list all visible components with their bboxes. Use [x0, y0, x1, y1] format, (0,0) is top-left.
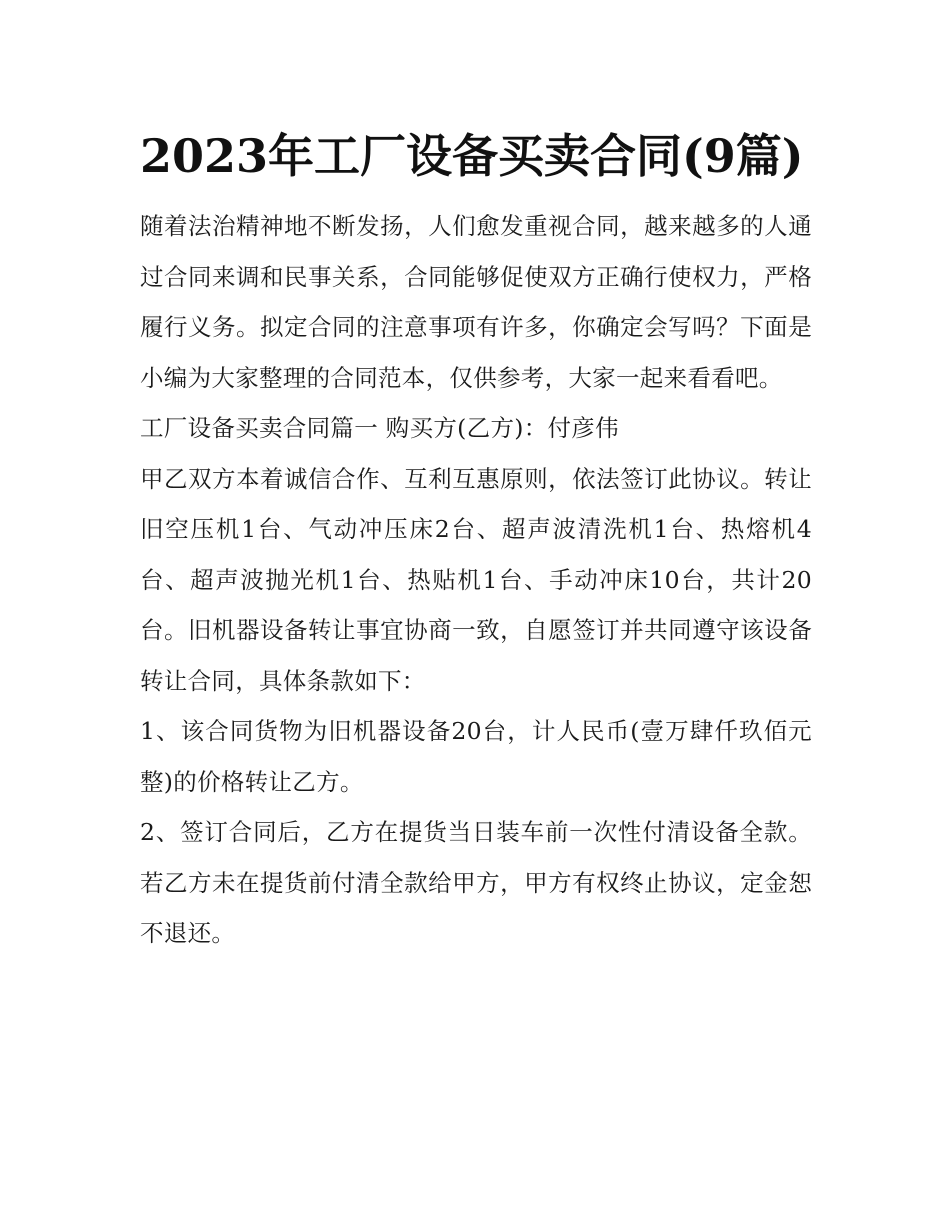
- section-heading-paragraph: 工厂设备买卖合同篇一 购买方(乙方)：付彦伟: [140, 414, 619, 442]
- intro-paragraph: 随着法治精神地不断发扬，人们愈发重视合同，越来越多的人通过合同来调和民事关系，合同能够促使双方正确行使权力，严格履行义务。拟定合同的注意事项有许多，你确定会写吗？下面是小编为大家整理的合同范本，仅供参考，大家一起来看看吧。: [140, 212, 812, 392]
- clause-2-paragraph: 2、签订合同后，乙方在提货当日装车前一次性付清设备全款。若乙方未在提货前付清全款给甲方，甲方有权终止协议，定金恕不退还。: [140, 818, 812, 947]
- document-page: [140, 118, 812, 959]
- agreement-paragraph: 甲乙双方本着诚信合作、互利互惠原则，依法签订此协议。转让旧空压机1台、气动冲压床2台、超声波清洗机1台、热熔机4台、超声波抛光机1台、热贴机1台、手动冲床10台，共计20台。旧机器设备转让事宜协商一致，自愿签订并共同遵守该设备转让合同，具体条款如下：: [140, 464, 812, 695]
- document-title: 2023年工厂设备买卖合同(9篇): [140, 129, 804, 183]
- clause-1-paragraph: 1、该合同货物为旧机器设备20台，计人民币(壹万肆仟玖佰元整)的价格转让乙方。: [140, 717, 812, 796]
